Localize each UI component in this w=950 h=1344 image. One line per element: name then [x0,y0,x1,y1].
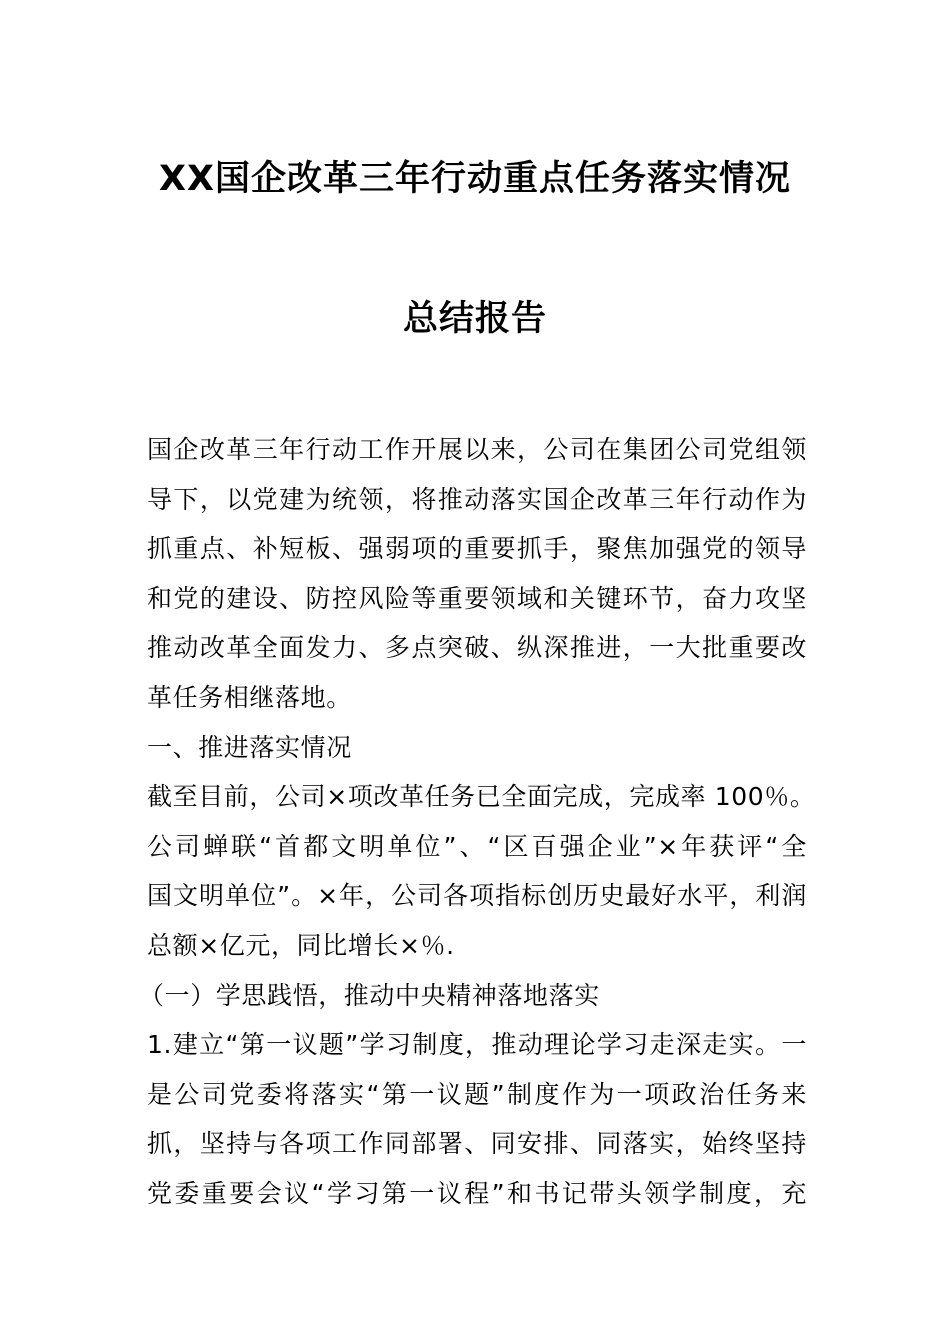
subsection-heading: （一）学思践悟，推动中央精神落地落实 [139,980,600,1010]
paragraph-line: 推动改革全面发力、多点突破、纵深推进，一大批重要改 [147,633,807,663]
paragraph-line: 抓重点、补短板、强弱项的重要抓手，聚焦加强党的领导 [147,534,807,564]
paragraph-line: 抓，坚持与各项工作同部署、同安排、同落实，始终坚持 [147,1129,807,1159]
paragraph-line: 党委重要会议“学习第一议程”和书记带头领学制度，充 [147,1178,807,1208]
paragraph-line: 公司蝉联“首都文明单位”、“区百强企业”×年获评“全 [147,831,807,861]
paragraph-line: 是公司党委将落实“第一议题”制度作为一项政治任务来 [147,1079,807,1109]
paragraph-line: 革任务相继落地。 [147,682,352,712]
paragraph-line: 和党的建设、防控风险等重要领域和关键环节，奋力攻坚 [147,583,807,613]
paragraph-line: 总额×亿元，同比增长×％. [147,930,455,960]
section-heading: 一、推进落实情况 [147,732,352,762]
paragraph-line: 1.建立“第一议题”学习制度，推动理论学习走深走实。一 [147,1030,807,1060]
document-title-line-2: 总结报告 [402,299,547,339]
paragraph-line: 国企改革三年行动工作开展以来，公司在集团公司党组领 [147,435,807,464]
paragraph-line: 导下，以党建为统领，将推动落实国企改革三年行动作为 [147,484,807,514]
document-title-line-1: XX国企改革三年行动重点任务落实情况 [159,159,791,199]
paragraph-line: 截至目前，公司×项改革任务已全面完成，完成率 100％。 [147,782,816,812]
paragraph-line: 国文明单位”。×年，公司各项指标创历史最好水平，利润 [147,881,807,911]
document-body [139,425,816,1219]
